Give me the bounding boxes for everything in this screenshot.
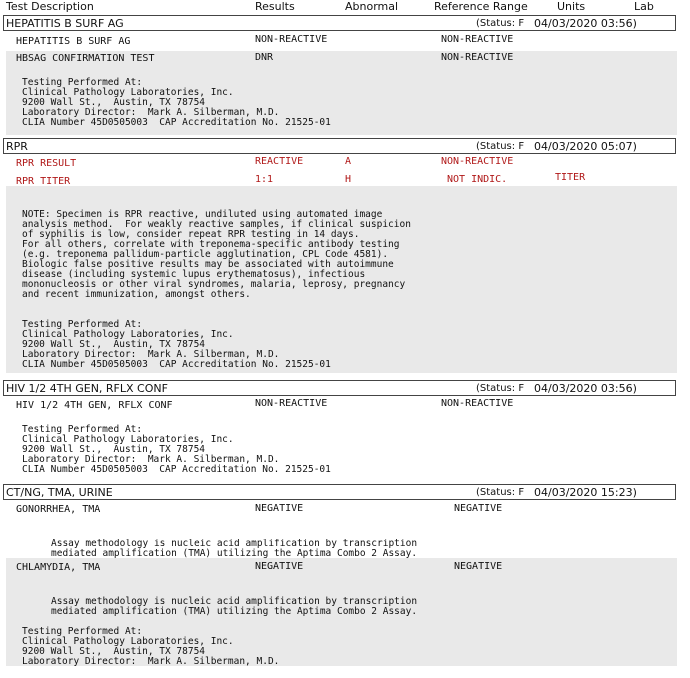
section-datetime: 04/03/2020 03:56): [534, 382, 637, 395]
reference-value: NON-REACTIVE: [441, 34, 514, 45]
col-units: Units: [557, 0, 586, 13]
col-reference-range: Reference Range: [434, 0, 528, 13]
reference-value: NEGATIVE: [454, 503, 503, 514]
test-name: RPR RESULT: [16, 158, 77, 169]
col-abnormal: Abnormal: [345, 0, 399, 13]
lab-notes: Testing Performed At: Clinical Pathology Laboratories, Inc. 9200 Wall St., Austin, TX 78754 Laboratory Director: Mark A. Silberman, M.D. CLIA Number 45D0505003 CAP Accreditation No. 21525-01: [22, 424, 331, 475]
col-test-description: Test Description: [6, 0, 94, 13]
result-value: NEGATIVE: [255, 561, 304, 572]
test-name: HIV 1/2 4TH GEN, RFLX CONF: [16, 400, 173, 411]
section-header-hepatitis-b: [3, 15, 676, 31]
test-name: RPR TITER: [16, 176, 71, 187]
section-title: RPR: [6, 140, 28, 153]
col-lab: Lab: [634, 0, 654, 13]
section-status: (Status: F: [476, 141, 525, 152]
section-status: (Status: F: [476, 487, 525, 498]
reference-value: NON-REACTIVE: [441, 398, 514, 409]
lab-notes: Testing Performed At: Clinical Pathology Laboratories, Inc. 9200 Wall St., Austin, TX 78754 Laboratory Director: Mark A. Silberman, M.D. CLIA Number 45D0505003 CAP Accreditation No. 21525-01: [22, 319, 331, 370]
abnormal-flag: H: [345, 174, 352, 185]
section-header-rpr: [3, 138, 676, 154]
result-value: NON-REACTIVE: [255, 34, 328, 45]
reference-value: NEGATIVE: [454, 561, 503, 572]
section-title: HIV 1/2 4TH GEN, RFLX CONF: [6, 382, 168, 395]
result-value: NON-REACTIVE: [255, 398, 328, 409]
section-status: (Status: F: [476, 383, 525, 394]
test-name: HBSAG CONFIRMATION TEST: [16, 53, 155, 64]
section-header-ct-ng: [3, 484, 676, 500]
col-results: Results: [255, 0, 295, 13]
section-datetime: 04/03/2020 05:07): [534, 140, 637, 153]
units-value: TITER: [555, 172, 586, 183]
rpr-note: NOTE: Specimen is RPR reactive, undiluted using automated image analysis method. For weakly reactive samples, if clinical suspicion of syphilis is low, consider repeat RPR testing in 14 days. For all others, correlate with treponema-specific antibody testing (e.g. treponema pallidum-particle agglutination, CPL Code 4581). Biologic false positive results may be associated with autoimmune disease (including systemic lupus erythematosus), infectious mononucleosis or other viral syndromes, malaria, leprosy, pregnancy and recent immunization, amongst others.: [22, 209, 411, 300]
test-name: CHLAMYDIA, TMA: [16, 562, 101, 573]
result-value: REACTIVE: [255, 156, 304, 167]
section-datetime: 04/03/2020 15:23): [534, 486, 637, 499]
reference-value: NON-REACTIVE: [441, 156, 514, 167]
section-datetime: 04/03/2020 03:56): [534, 17, 637, 30]
section-title: HEPATITIS B SURF AG: [6, 17, 124, 30]
lab-notes: Testing Performed At: Clinical Pathology Laboratories, Inc. 9200 Wall St., Austin, TX 78754 Laboratory Director: Mark A. Silberman, M.D. CLIA Number 45D0505003 CAP Accreditation No. 21525-01: [22, 77, 331, 128]
test-name: HEPATITIS B SURF AG: [16, 36, 131, 47]
section-title: CT/NG, TMA, URINE: [6, 486, 113, 499]
result-value: 1:1: [255, 174, 274, 185]
result-value: NEGATIVE: [255, 503, 304, 514]
reference-value: NON-REACTIVE: [441, 52, 514, 63]
reference-value: NOT INDIC.: [447, 174, 508, 185]
lab-notes: Testing Performed At: Clinical Pathology Laboratories, Inc. 9200 Wall St., Austin, TX 78754 Laboratory Director: Mark A. Silberman, M.D.: [22, 626, 280, 667]
section-header-hiv: [3, 380, 676, 396]
assay-method-note: Assay methodology is nucleic acid amplification by transcription mediated amplification (TMA) utilizing the Aptima Combo 2 Assay.: [51, 596, 418, 617]
result-value: DNR: [255, 52, 274, 63]
assay-method-note: Assay methodology is nucleic acid amplification by transcription mediated amplification (TMA) utilizing the Aptima Combo 2 Assay.: [51, 539, 418, 558]
section-status: (Status: F: [476, 18, 525, 29]
abnormal-flag: A: [345, 156, 352, 167]
test-name: GONORRHEA, TMA: [16, 504, 101, 515]
